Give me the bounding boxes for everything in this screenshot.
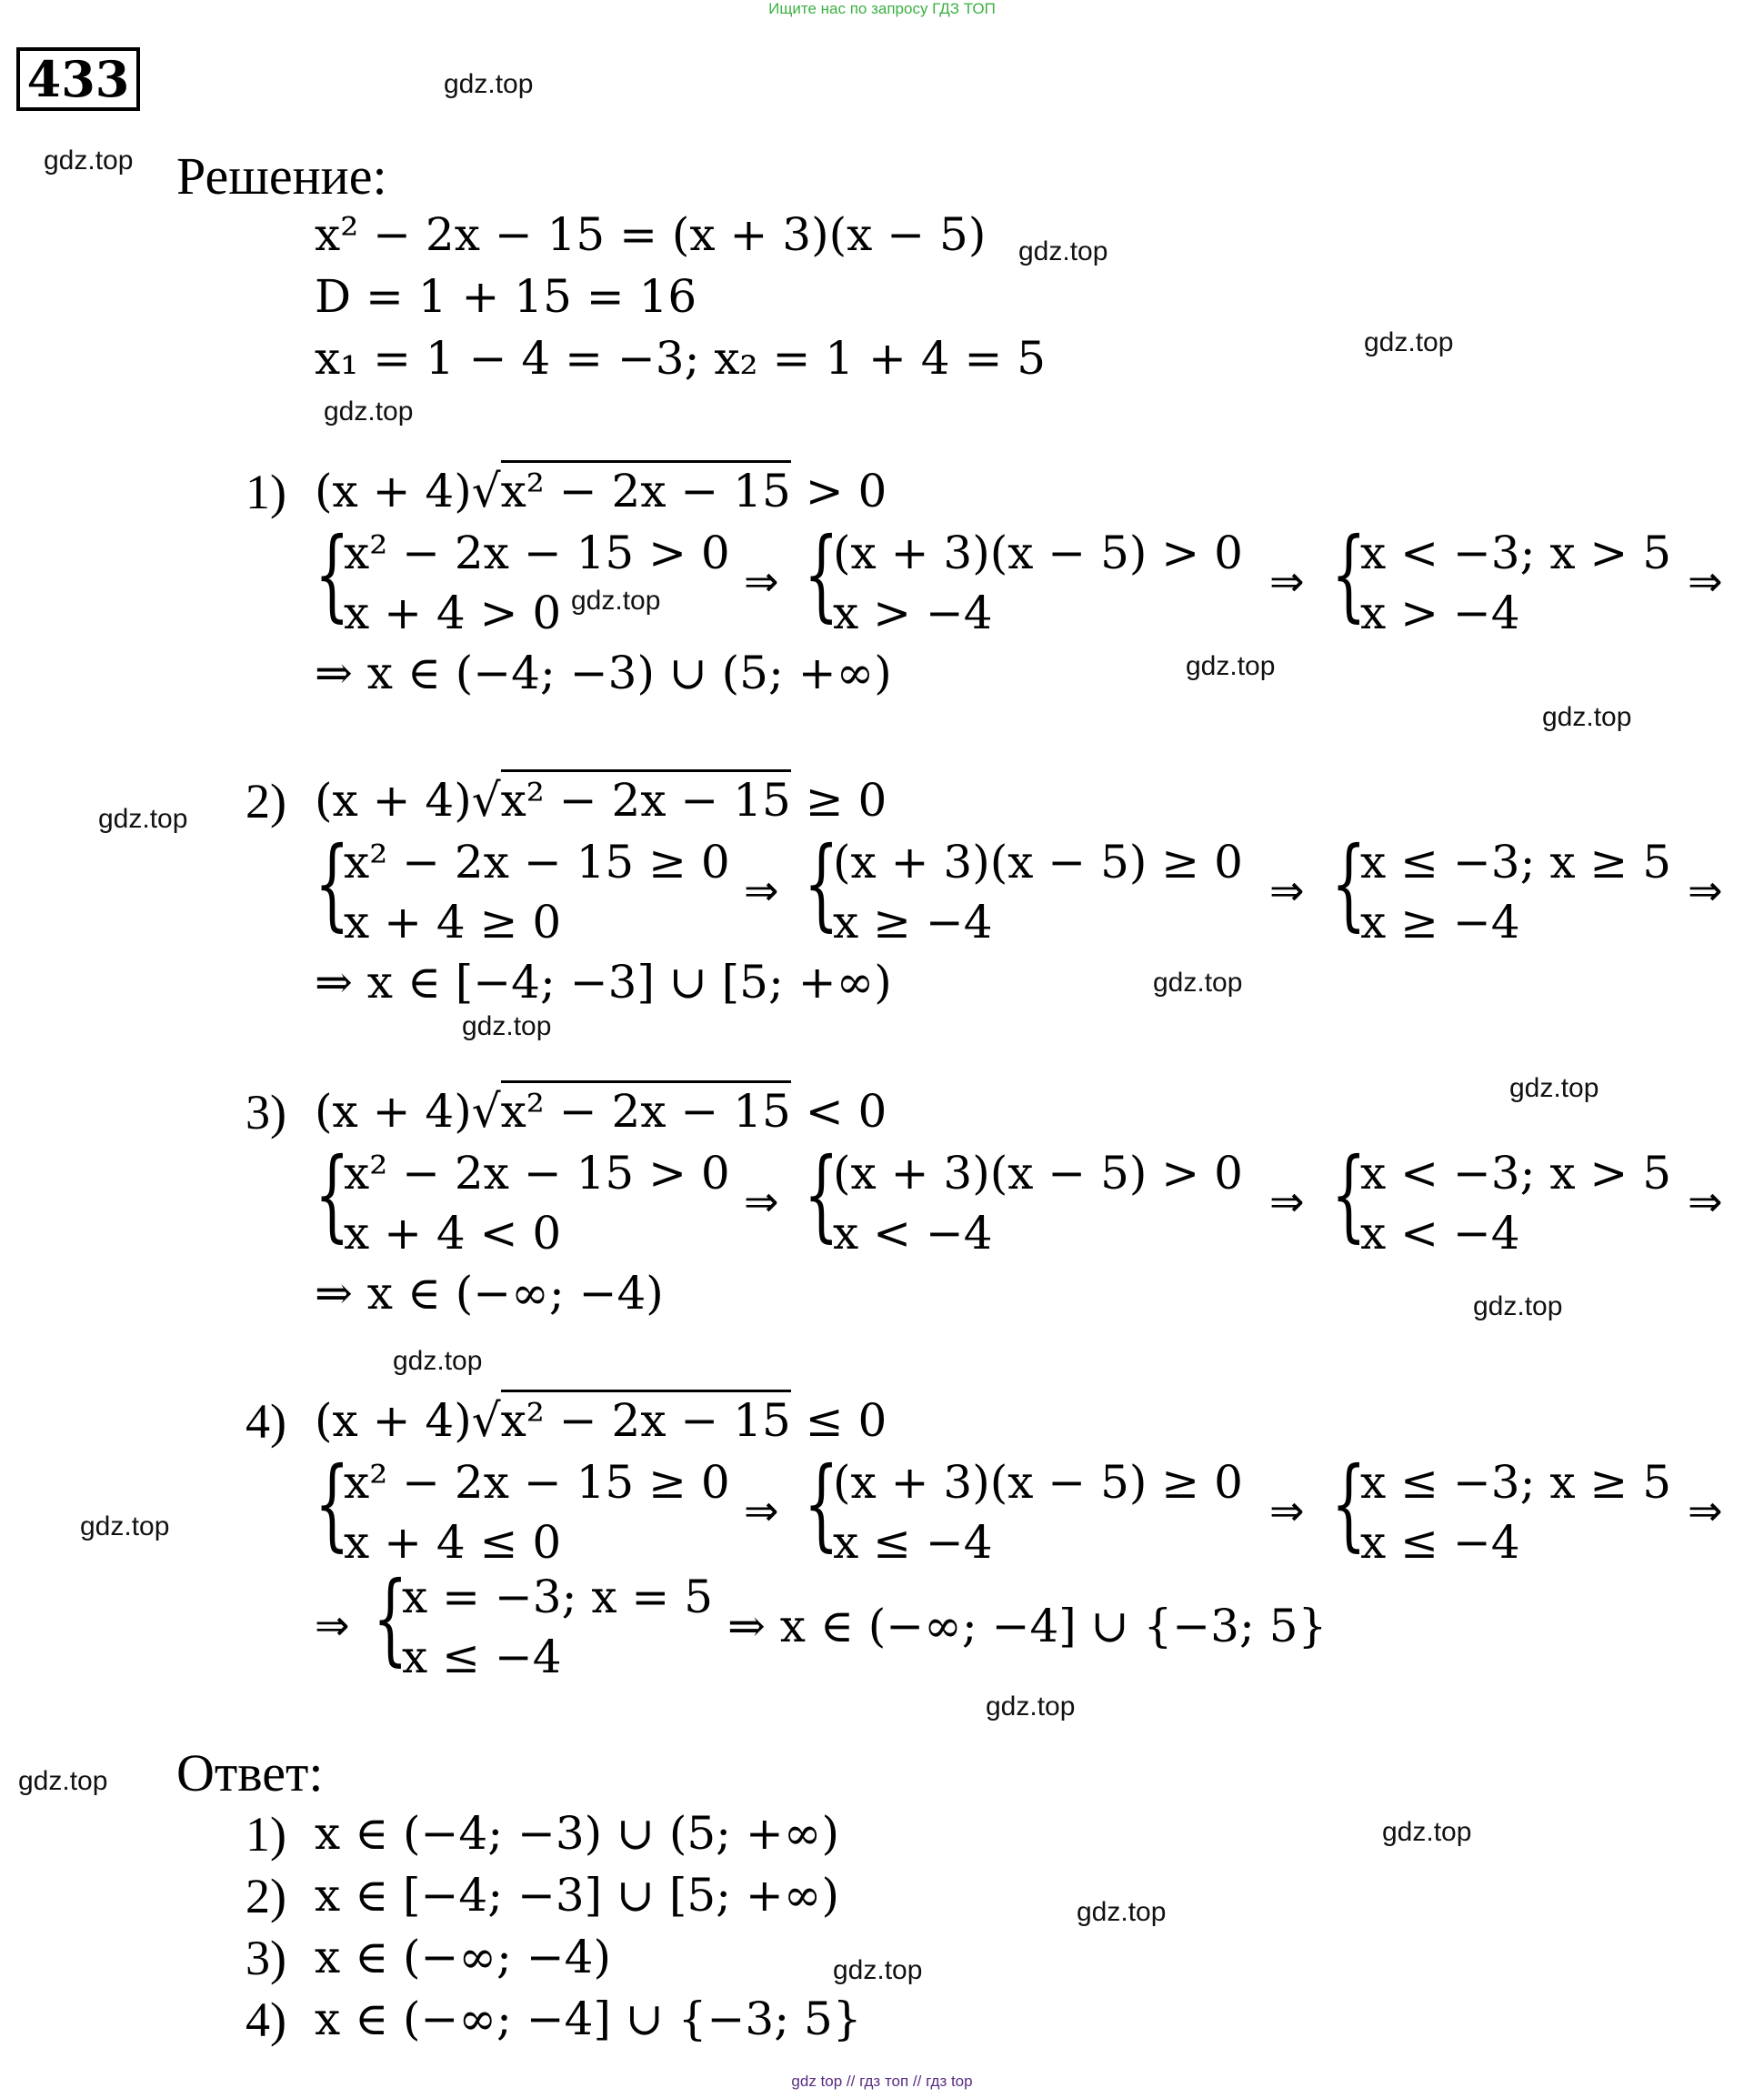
- watermark: gdz.top: [1382, 1817, 1472, 1847]
- case-4-system-4: { x = −3; x = 5 x ≤ −4: [373, 1560, 714, 1683]
- answer-heading: Ответ:: [176, 1743, 324, 1802]
- brace-icon: {: [804, 1136, 839, 1252]
- case-2-system-1: { x² − 2x − 15 ≥ 0 x + 4 ≥ 0: [315, 825, 730, 949]
- watermark: gdz.top: [98, 804, 188, 834]
- brace-icon: {: [315, 516, 350, 632]
- radicand: x² − 2x − 15: [501, 1390, 791, 1447]
- answer-4: x ∈ (−∞; −4] ∪ {−3; 5}: [315, 1993, 862, 2045]
- watermark: gdz.top: [571, 586, 661, 616]
- top-banner: Ищите нас по запросу ГДЗ ТОП: [768, 0, 996, 17]
- radicand: x² − 2x − 15: [501, 769, 791, 827]
- case-3-result: ⇒ x ∈ (−∞; −4): [315, 1267, 664, 1320]
- implies-arrow: ⇒: [744, 866, 779, 915]
- footer: gdz top // гдз топ // гдз top: [791, 2073, 973, 2090]
- case-4-label: 4): [246, 1394, 286, 1449]
- watermark: gdz.top: [393, 1346, 483, 1376]
- implies-arrow: ⇒: [1688, 1177, 1723, 1226]
- watermark: gdz.top: [18, 1766, 108, 1796]
- brace-icon: {: [373, 1560, 408, 1676]
- answer-2-label: 2): [246, 1869, 286, 1923]
- watermark: gdz.top: [324, 397, 414, 427]
- implies-arrow: ⇒: [744, 1486, 779, 1535]
- case-1-system-3: { x < −3; x > 5 x > −4: [1331, 516, 1672, 639]
- discriminant-line: D = 1 + 15 = 16: [315, 270, 697, 323]
- answer-4-label: 4): [246, 1993, 286, 2047]
- watermark: gdz.top: [1542, 702, 1632, 732]
- implies-arrow: ⇒: [315, 1601, 350, 1650]
- implies-arrow: ⇒: [1688, 557, 1723, 606]
- watermark: gdz.top: [44, 146, 134, 176]
- watermark: gdz.top: [1153, 968, 1243, 998]
- case-2-system-2: { (x + 3)(x − 5) ≥ 0 x ≥ −4: [804, 825, 1243, 949]
- implies-arrow: ⇒: [1269, 557, 1305, 606]
- case-1-system-1: { x² − 2x − 15 > 0 x + 4 > 0: [315, 516, 730, 639]
- answer-2: x ∈ [−4; −3] ∪ [5; +∞): [315, 1869, 839, 1922]
- case-3-inequality: (x + 4)√x² − 2x − 15 < 0: [315, 1084, 887, 1139]
- answer-3: x ∈ (−∞; −4): [315, 1931, 612, 1983]
- watermark: gdz.top: [986, 1691, 1076, 1722]
- answer-3-label: 3): [246, 1931, 286, 1985]
- watermark: gdz.top: [1186, 651, 1276, 681]
- case-1-result: ⇒ x ∈ (−4; −3) ∪ (5; +∞): [315, 647, 892, 699]
- case-3-system-1: { x² − 2x − 15 > 0 x + 4 < 0: [315, 1136, 730, 1260]
- brace-icon: {: [315, 1445, 350, 1561]
- case-1-label: 1): [246, 465, 286, 519]
- case-4-system-2: { (x + 3)(x − 5) ≥ 0 x ≤ −4: [804, 1445, 1243, 1569]
- watermark: gdz.top: [1018, 236, 1108, 266]
- implies-arrow: ⇒: [1269, 1486, 1305, 1535]
- case-3-label: 3): [246, 1085, 286, 1139]
- implies-arrow: ⇒: [744, 557, 779, 606]
- case-4-system-3: { x ≤ −3; x ≥ 5 x ≤ −4: [1331, 1445, 1672, 1569]
- radicand: x² − 2x − 15: [501, 460, 791, 517]
- case-4-result: ⇒ x ∈ (−∞; −4] ∪ {−3; 5}: [727, 1600, 1328, 1652]
- radicand: x² − 2x − 15: [501, 1080, 791, 1138]
- roots-line: x₁ = 1 − 4 = −3; x₂ = 1 + 4 = 5: [315, 332, 1047, 385]
- brace-icon: {: [804, 1445, 839, 1561]
- case-2-inequality: (x + 4)√x² − 2x − 15 ≥ 0: [315, 773, 887, 828]
- brace-icon: {: [1331, 1445, 1367, 1561]
- brace-icon: {: [1331, 516, 1367, 632]
- implies-arrow: ⇒: [1269, 1177, 1305, 1226]
- brace-icon: {: [804, 825, 839, 941]
- watermark: gdz.top: [462, 1011, 552, 1041]
- case-3-system-2: { (x + 3)(x − 5) > 0 x < −4: [804, 1136, 1243, 1260]
- answer-1-label: 1): [246, 1807, 286, 1862]
- implies-arrow: ⇒: [1269, 866, 1305, 915]
- brace-icon: {: [1331, 825, 1367, 941]
- factorization-line: x² − 2x − 15 = (x + 3)(x − 5): [315, 208, 987, 261]
- case-1-system-2: { (x + 3)(x − 5) > 0 x > −4: [804, 516, 1243, 639]
- watermark: gdz.top: [1364, 327, 1454, 357]
- problem-number: 433: [16, 47, 140, 111]
- watermark: gdz.top: [80, 1511, 170, 1541]
- solution-heading: Решение:: [176, 146, 387, 206]
- answer-1: x ∈ (−4; −3) ∪ (5; +∞): [315, 1807, 839, 1860]
- watermark: gdz.top: [1509, 1073, 1599, 1103]
- brace-icon: {: [315, 1136, 350, 1252]
- case-4-inequality: (x + 4)√x² − 2x − 15 ≤ 0: [315, 1393, 887, 1448]
- watermark: gdz.top: [444, 69, 534, 99]
- case-2-system-3: { x ≤ −3; x ≥ 5 x ≥ −4: [1331, 825, 1672, 949]
- brace-icon: {: [315, 825, 350, 941]
- implies-arrow: ⇒: [744, 1177, 779, 1226]
- watermark: gdz.top: [1077, 1897, 1167, 1927]
- implies-arrow: ⇒: [1688, 866, 1723, 915]
- case-2-label: 2): [246, 774, 286, 828]
- brace-icon: {: [804, 516, 839, 632]
- case-4-system-1: { x² − 2x − 15 ≥ 0 x + 4 ≤ 0: [315, 1445, 730, 1569]
- case-2-result: ⇒ x ∈ [−4; −3] ∪ [5; +∞): [315, 956, 892, 1009]
- watermark: gdz.top: [1473, 1291, 1563, 1321]
- case-1-inequality: (x + 4)√x² − 2x − 15 > 0: [315, 464, 887, 518]
- case-3-system-3: { x < −3; x > 5 x < −4: [1331, 1136, 1672, 1260]
- brace-icon: {: [1331, 1136, 1367, 1252]
- implies-arrow: ⇒: [1688, 1486, 1723, 1535]
- watermark: gdz.top: [833, 1955, 923, 1985]
